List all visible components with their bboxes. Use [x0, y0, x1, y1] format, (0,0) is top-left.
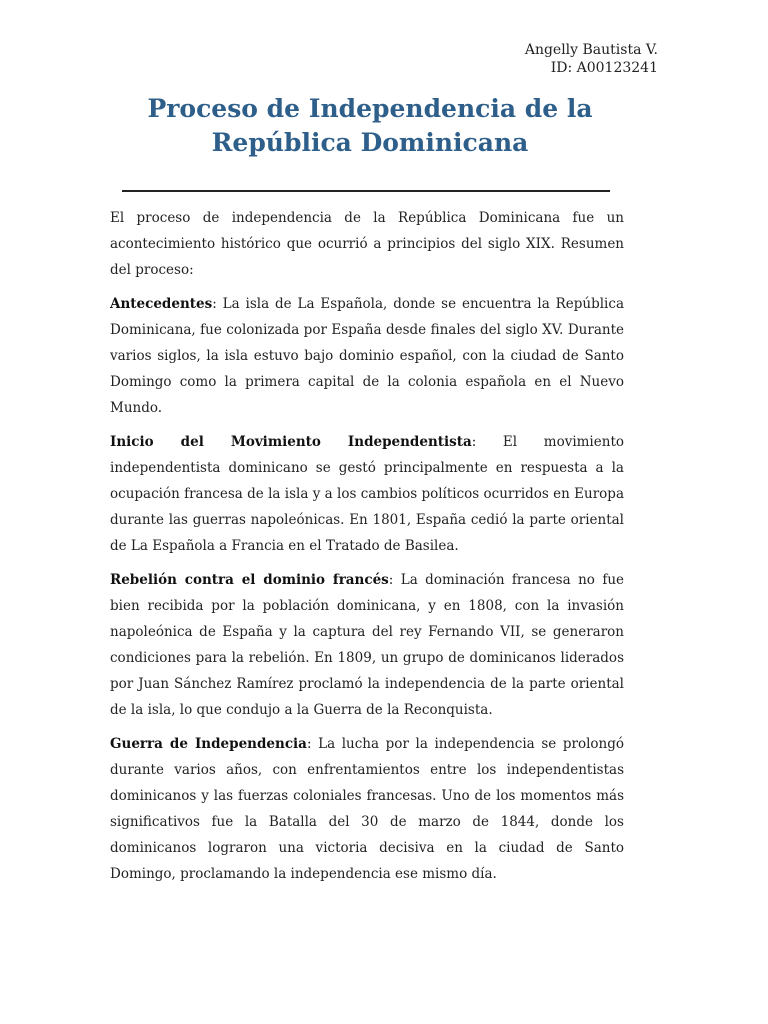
section-antecedentes	[110, 291, 624, 421]
author-block	[525, 41, 658, 77]
title-line-2: República Dominicana	[211, 128, 529, 157]
title-line-1: Proceso de Independencia de la	[147, 94, 593, 123]
section-heading: Inicio del Movimiento Independentista	[110, 434, 472, 450]
document-body	[110, 205, 624, 895]
section-text: : La dominación francesa no fue bien recibida por la población dominicana, y en 1808, con la invasión napoleónica de España y la captura del rey Fernando VII, se generaron condiciones para la rebelión. En 1809, un grupo de dominicanos liderados por Juan Sánchez Ramírez proclamó la independencia de la parte oriental de la isla, lo que condujo a la Guerra de la Reconquista.	[110, 572, 624, 718]
section-heading: Antecedentes	[110, 296, 213, 312]
section-text: : El movimiento independentista dominicano se gestó principalmente en respuesta a la ocupación francesa de la isla y a los cambios políticos ocurridos en Europa durante las guerras napoleónicas. En 1801, España cedió la parte oriental de La Española a Francia en el Tratado de Basilea.	[110, 434, 624, 554]
title-divider	[122, 190, 610, 192]
intro-paragraph: El proceso de independencia de la República Dominicana fue un acontecimiento histórico que ocurrió a principios del siglo XIX. Resumen del proceso:	[110, 210, 624, 278]
author-name: Angelly Bautista V.	[524, 42, 658, 58]
section-heading: Rebelión contra el dominio francés	[110, 572, 389, 588]
section-heading: Guerra de Independencia	[110, 736, 307, 752]
section-text: : La lucha por la independencia se prolongó durante varios años, con enfrentamientos entre los independentistas dominicanos y las fuerzas coloniales francesas. Uno de los momentos más significativos fue la Batalla del 30 de marzo de 1844, donde los dominicanos lograron una victoria decisiva en la ciudad de Santo Domingo, proclamando la independencia ese mismo día.	[110, 736, 624, 882]
author-id: ID: A00123241	[550, 60, 658, 76]
document-title	[110, 92, 630, 160]
section-inicio-movimiento	[110, 429, 624, 559]
section-rebelion	[110, 567, 624, 723]
section-guerra-independencia	[110, 731, 624, 887]
section-text: : La isla de La Española, donde se encuentra la República Dominicana, fue colonizada por España desde finales del siglo XV. Durante varios siglos, la isla estuvo bajo dominio español, con la ciudad de Santo Domingo como la primera capital de la colonia española en el Nuevo Mundo.	[110, 296, 624, 416]
